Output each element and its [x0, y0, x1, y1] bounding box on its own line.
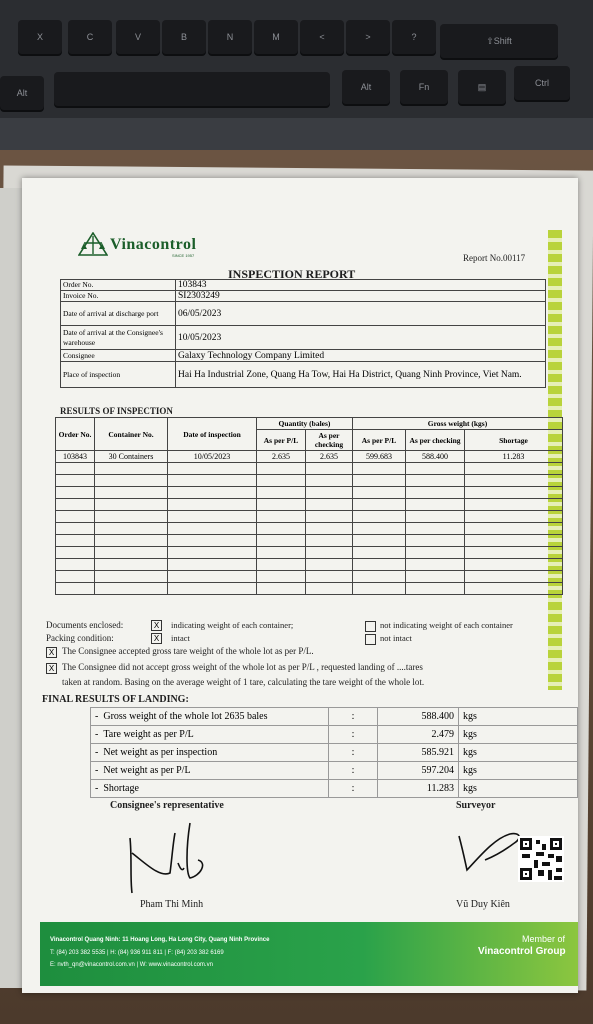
cell-qty-checking: 2.635 — [306, 451, 353, 463]
statement-accepted: The Consignee accepted gross tare weight of the whole lot as per P/L. — [62, 646, 314, 656]
final-unit: kgs — [459, 708, 578, 726]
checkbox-intact[interactable]: X — [151, 633, 162, 644]
key-x[interactable]: X — [18, 20, 62, 54]
info-value: Hai Ha Industrial Zone, Quang Ha Tow, Hai Ha District, Quang Ninh Province, Viet Nam. — [176, 362, 546, 388]
option-not-intact: not intact — [380, 633, 412, 643]
cell-container-no: 30 Containers — [95, 451, 168, 463]
statement-not-accepted: The Consignee did not accept gross weight of the whole lot as per P/L , requested landing of ....tares — [62, 662, 423, 672]
footer-contacts: E: nvth_qn@vinacontrol.com.vn | W: www.vinacontrol.com.vn — [50, 962, 213, 968]
checkbox-not-intact[interactable] — [365, 634, 376, 645]
empty-row — [56, 523, 563, 535]
final-results-table — [90, 707, 578, 798]
empty-row — [56, 547, 563, 559]
final-label: - Net weight as per P/L — [91, 762, 329, 780]
col-quantity: Quantity (bales) — [257, 418, 353, 430]
final-unit: kgs — [459, 744, 578, 762]
footer-group: Vinacontrol Group — [478, 946, 566, 957]
table-row — [56, 451, 563, 463]
footer-member-of: Member of — [522, 934, 566, 944]
final-unit: kgs — [459, 780, 578, 798]
left-page — [0, 188, 22, 988]
key-comma[interactable]: < — [300, 20, 344, 54]
surveyor-signature — [455, 826, 525, 874]
key-period[interactable]: > — [346, 20, 390, 54]
cell-qty-pl: 2.635 — [257, 451, 306, 463]
final-label: - Shortage — [91, 780, 329, 798]
key-m[interactable]: M — [254, 20, 298, 54]
table-row — [91, 726, 578, 744]
final-value: 597.204 — [378, 762, 459, 780]
key-slash[interactable]: ? — [392, 20, 436, 54]
info-label: Order No. — [61, 280, 176, 291]
surveyor-title: Surveyor — [456, 800, 496, 811]
empty-row — [56, 487, 563, 499]
results-header-row — [56, 418, 563, 430]
empty-row — [56, 511, 563, 523]
final-sep: : — [329, 708, 378, 726]
cell-gross-pl: 599.683 — [353, 451, 406, 463]
info-value: 06/05/2023 — [176, 302, 546, 326]
option-not-indicating-weight: not indicating weight of each container — [380, 620, 513, 630]
final-value: 585.921 — [378, 744, 459, 762]
final-value: 2.479 — [378, 726, 459, 744]
info-row — [61, 302, 546, 326]
info-row — [61, 291, 546, 302]
key-alt-left[interactable]: Alt — [0, 76, 44, 110]
empty-row — [56, 475, 563, 487]
keyboard-frame — [0, 118, 593, 150]
info-label: Consignee — [61, 350, 176, 362]
key-alt-right[interactable]: Alt — [342, 70, 390, 104]
order-info-table — [60, 279, 546, 388]
col-date: Date of inspection — [168, 418, 257, 451]
checkbox-not-indicating-weight[interactable] — [365, 621, 376, 632]
col-order-no: Order No. — [56, 418, 95, 451]
consignee-representative-title: Consignee's representative — [110, 800, 224, 811]
inspection-results-table — [55, 417, 563, 595]
empty-row — [56, 535, 563, 547]
col-gross-weight: Gross weight (kgs) — [353, 418, 563, 430]
documents-label: Documents enclosed: — [46, 620, 124, 630]
report-number: Report No.00117 — [463, 253, 526, 263]
option-intact: intact — [171, 633, 190, 643]
packing-label: Packing condition: — [46, 633, 114, 643]
final-label: - Gross weight of the whole lot 2635 bales — [91, 708, 329, 726]
col-qty-checking: As per checking — [306, 430, 353, 451]
info-label: Date of arrival at discharge port — [61, 302, 176, 326]
info-value: 103843 — [176, 280, 546, 291]
info-value: 10/05/2023 — [176, 326, 546, 350]
cell-shortage: 11.283 — [465, 451, 563, 463]
empty-row — [56, 583, 563, 595]
final-label: - Net weight as per inspection — [91, 744, 329, 762]
results-title: RESULTS OF INSPECTION — [60, 406, 173, 416]
qr-code-icon — [518, 836, 564, 882]
info-label: Place of inspection — [61, 362, 176, 388]
empty-row — [56, 559, 563, 571]
table-row — [91, 762, 578, 780]
info-value: Galaxy Technology Company Limited — [176, 350, 546, 362]
info-row — [61, 326, 546, 350]
spacebar[interactable] — [54, 72, 330, 106]
cell-date: 10/05/2023 — [168, 451, 257, 463]
key-n[interactable]: N — [208, 20, 252, 54]
final-value: 588.400 — [378, 708, 459, 726]
consignee-signature — [120, 818, 215, 898]
final-label: - Tare weight as per P/L — [91, 726, 329, 744]
final-sep: : — [329, 762, 378, 780]
consignee-name: Pham Thi Minh — [140, 899, 204, 910]
surveyor-name: Vũ Duy Kiên — [456, 899, 510, 910]
cell-gross-checking: 588.400 — [406, 451, 465, 463]
key-b[interactable]: B — [162, 20, 206, 54]
checkbox-accepted[interactable]: X — [46, 647, 57, 658]
final-unit: kgs — [459, 762, 578, 780]
footer-phones: T: (84) 203 382 5535 | H: (84) 936 911 811 | F: (84) 203 382 6169 — [50, 950, 224, 956]
key-v[interactable]: V — [116, 20, 160, 54]
table-row — [91, 780, 578, 798]
col-container-no: Container No. — [95, 418, 168, 451]
table-row — [91, 708, 578, 726]
option-indicating-weight: indicating weight of each container; — [171, 620, 294, 630]
col-qty-pl: As per P/L — [257, 430, 306, 451]
info-row — [61, 362, 546, 388]
final-unit: kgs — [459, 726, 578, 744]
empty-row — [56, 463, 563, 475]
footer-banner — [40, 922, 578, 986]
key-shift[interactable]: ⇧Shift — [440, 24, 558, 58]
statement-not-accepted-cont: taken at random. Basing on the average weight of 1 tare, calculating the tare weight of the whole lot. — [62, 677, 425, 687]
report-title: INSPECTION REPORT — [228, 267, 356, 281]
empty-row — [56, 499, 563, 511]
info-row — [61, 280, 546, 291]
key-menu[interactable]: ▤ — [458, 70, 506, 104]
final-sep: : — [329, 780, 378, 798]
logo-since: SINCE 1957 — [172, 253, 195, 258]
info-row — [61, 350, 546, 362]
checkbox-indicating-weight[interactable]: X — [151, 620, 162, 631]
final-value: 11.283 — [378, 780, 459, 798]
key-fn[interactable]: Fn — [400, 70, 448, 104]
col-gross-checking: As per checking — [406, 430, 465, 451]
info-label: Invoice No. — [61, 291, 176, 302]
key-c[interactable]: C — [68, 20, 112, 54]
footer-address: Vinacontrol Quang Ninh: 11 Hoang Long, Ha Long City, Quang Ninh Province — [50, 937, 270, 943]
info-label: Date of arrival at the Consignee's warehouse — [61, 326, 176, 350]
cell-order-no: 103843 — [56, 451, 95, 463]
checkbox-not-accepted[interactable]: X — [46, 663, 57, 674]
table-row — [91, 744, 578, 762]
col-gross-pl: As per P/L — [353, 430, 406, 451]
info-value: SI2303249 — [176, 291, 546, 302]
key-ctrl[interactable]: Ctrl — [514, 66, 570, 100]
vinacontrol-logo-icon — [78, 232, 108, 256]
final-sep: : — [329, 744, 378, 762]
logo-wordmark: Vinacontrol — [110, 236, 197, 253]
final-sep: : — [329, 726, 378, 744]
final-results-title: FINAL RESULTS OF LANDING: — [42, 694, 189, 705]
empty-row — [56, 571, 563, 583]
keyboard — [0, 0, 593, 150]
col-shortage: Shortage — [465, 430, 563, 451]
